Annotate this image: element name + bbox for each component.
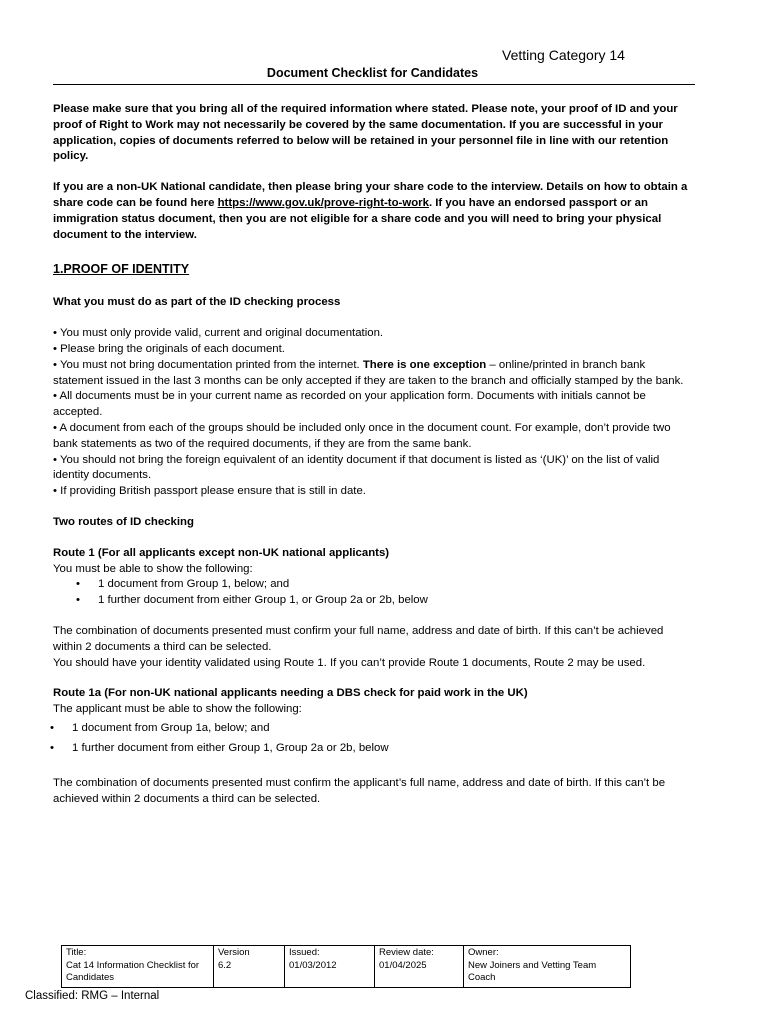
id-rule-no-foreign-equivalent: • You should not bring the foreign equivalent of an identity document if that document is listed as ‘(UK)’ on the list of valid identity documents.	[53, 453, 660, 482]
intro-text-after-link: . If you have an endorsed passport or an immigration status document, then you are not eligible for a share code and you will need to bring your physical document to the interview.	[53, 196, 662, 241]
route-1-item: • 1 document from Group 1, below; and	[53, 577, 693, 593]
review-date-cell	[375, 946, 464, 988]
intro-paragraph-2	[53, 180, 693, 243]
route-1-note-combination: The combination of documents presented must confirm your full name, address and date of birth. If this can’t be achieved within 2 documents a third can be selected.	[53, 624, 664, 653]
id-rule-valid-docs: • You must only provide valid, current and original documentation.	[53, 327, 384, 340]
route-1a-item: • 1 document from Group 1a, below; and	[0, 718, 690, 739]
owner-value: New Joiners and Vetting Team Coach	[468, 959, 597, 983]
route-1-list	[53, 577, 693, 609]
document-body	[53, 102, 693, 808]
two-routes-heading: Two routes of ID checking	[53, 515, 194, 528]
issued-label: Issued:	[289, 947, 320, 958]
issued-value: 01/03/2012	[289, 959, 337, 971]
issued-cell	[285, 946, 375, 988]
title-value: Cat 14 Information Checklist for Candidates	[66, 959, 200, 983]
classification-label: Classified: RMG – Internal	[25, 990, 160, 1002]
id-rule-no-printouts: • You must not bring documentation printed from the internet. There is one exception – online/printed in branch bank statement issued in the last 3 months can be only accepted if they are taken to the branch and officially stamped by the bank.	[53, 358, 684, 387]
route-1a-heading: Route 1a (For non-UK national applicants needing a DBS check for paid work in the UK)	[53, 687, 528, 700]
exception-text: There is one exception	[362, 358, 487, 371]
title-cell	[62, 946, 214, 988]
id-rule-passport-in-date: • If providing British passport please ensure that is still in date.	[53, 485, 366, 498]
intro-text-before-link: If you are a non-UK National candidate, then please bring your share code to the interview. Details on how to obtain a share code can be found here	[53, 181, 688, 209]
version-value: 6.2	[218, 959, 232, 971]
document-title: Document Checklist for Candidates	[266, 66, 479, 80]
route-1a-item: • 1 further document from either Group 1, Group 2a or 2b, below	[0, 738, 690, 759]
route-1-heading: Route 1 (For all applicants except non-UK national applicants)	[53, 546, 390, 559]
route-1-note-validation: You should have your identity validated using Route 1. If you can’t provide Route 1 documents, Route 2 may be used.	[53, 656, 646, 669]
id-process-subheading: What you must do as part of the ID checking process	[53, 296, 341, 309]
title-label: Title:	[66, 947, 87, 958]
review-date-value: 01/04/2025	[379, 959, 427, 971]
route-1-intro: You must be able to show the following:	[53, 562, 253, 575]
section-heading-proof-of-identity: 1.PROOF OF IDENTITY	[53, 262, 190, 277]
version-label: Version	[218, 947, 250, 958]
intro-paragraph-1: Please make sure that you bring all of the required information where stated. Please note, your proof of ID and your proof of Right to Work may not necessarily be covered by the same documentation. If you are successful in your application, copies of documents referred to below will be retained in your personnel file in line with our retention policy.	[53, 103, 678, 163]
id-rule-originals: • Please bring the originals of each document.	[53, 342, 285, 355]
title-divider	[53, 84, 695, 85]
owner-label: Owner:	[468, 947, 499, 958]
route-1a-intro: The applicant must be able to show the following:	[53, 703, 302, 716]
version-cell	[214, 946, 285, 988]
id-rule-group-once: • A document from each of the groups should be included only once in the document count. For example, don’t provide two bank statements as two of the required documents, if they are from the same bank.	[53, 421, 671, 450]
id-rule-current-name: • All documents must be in your current name as recorded on your application form. Documents with initials cannot be accepted.	[53, 390, 646, 419]
vetting-category: Vetting Category 14	[502, 47, 625, 63]
route-1a-list	[0, 718, 690, 759]
route-1a-note: The combination of documents presented must confirm the applicant’s full name, address and date of birth. If this can’t be achieved within 2 documents a third can be selected.	[53, 776, 666, 805]
owner-cell	[464, 946, 631, 988]
route-1-item: • 1 further document from either Group 1, or Group 2a or 2b, below	[53, 593, 693, 609]
prove-right-to-work-link[interactable]: https://www.gov.uk/prove-right-to-work	[217, 196, 429, 209]
document-control-table	[61, 945, 631, 988]
review-date-label: Review date:	[379, 947, 434, 958]
